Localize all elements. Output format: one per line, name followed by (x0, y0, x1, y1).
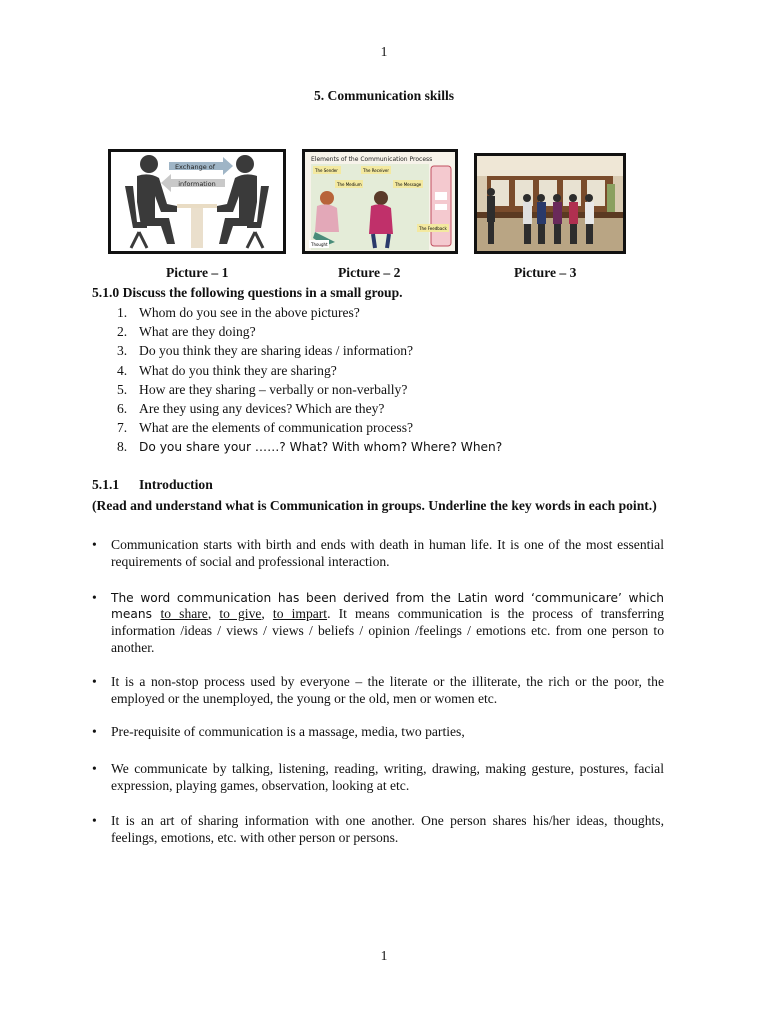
p2-sender: The Sender (315, 168, 338, 173)
exchange-of-information-illustration (111, 152, 283, 251)
bullet-item: • It is an art of sharing information with one another. One person shares his/her ideas, thoughts, feelings, emotions, etc. with other person or persons. (92, 812, 664, 845)
introduction-bullets (92, 537, 664, 846)
section-title: Introduction (139, 477, 213, 492)
page-number-bottom: 1 (380, 948, 388, 963)
picture-1 (108, 149, 286, 254)
introduction-instruction: (Read and understand what is Communication in groups. Underline the key words in each point.) (92, 498, 657, 513)
question-item: 4. What do you think they are sharing? (117, 362, 337, 378)
question-list (117, 303, 502, 457)
bullet-item: • We communicate by talking, listening, reading, writing, drawing, making gesture, postures, facial expression, playing games, observation, looking at etc. (92, 761, 664, 793)
question-item: 6. Are they using any devices? Which are they? (117, 400, 385, 416)
picture-1-caption: Picture – 1 (166, 265, 229, 280)
question-item: 8. Do you share your ……? What? With whom? Where? When? (117, 439, 503, 455)
communication-process-illustration (305, 152, 455, 251)
bullet-item: • The word communication has been derived from the Latin word ‘communicare’ which means to share, to give, to impart. It means communication is the process of transferring information /ideas / views / views / beliefs / opinion /feelings / emotions etc. from one person to another. (92, 589, 664, 655)
page-number-top: 1 (380, 44, 388, 59)
question-item: 3. Do you think they are sharing ideas / information? (117, 343, 414, 359)
bullet-item: • Communication starts with birth and ends with death in human life. It is one of the most essential requirements of social and professional interaction. (92, 537, 664, 569)
p2-medium: The Medium (337, 182, 362, 187)
bullet-item: • It is a non-stop process used by everyone – the literate or the illiterate, the rich or the poor, the employed or the unemployed, the young or the old, men or women etc. (92, 673, 664, 706)
bullet-item: • Pre-requisite of communication is a massage, media, two parties, (92, 724, 465, 740)
picture-2 (302, 149, 458, 254)
question-item: 7. What are the elements of communication process? (117, 420, 414, 436)
question-item: 5. How are they sharing – verbally or non-verbally? (117, 381, 408, 397)
question-item: 1. Whom do you see in the above pictures? (117, 305, 360, 320)
introduction-heading (92, 477, 213, 493)
p2-feedback: The Feedback (419, 226, 447, 231)
discussion-heading: 5.1.0 Discuss the following questions in a small group. (92, 285, 403, 300)
p2-message: The Message (395, 182, 422, 187)
exchange-label: Exchange of (174, 163, 216, 171)
picture-3-caption: Picture – 3 (514, 265, 577, 280)
p2-thought: Thought (311, 242, 328, 247)
picture-2-caption: Picture – 2 (338, 265, 401, 280)
section-number: 5.1.1 (92, 477, 120, 492)
p2-receiver: The Receiver (363, 168, 390, 173)
information-label: information (178, 180, 216, 188)
office-counter-photo (477, 156, 623, 251)
question-item: 2. What are they doing? (117, 324, 256, 340)
page-title: 5. Communication skills (313, 88, 455, 103)
p2-heading: Elements of the Communication Process (311, 156, 433, 163)
picture-3 (474, 153, 626, 254)
